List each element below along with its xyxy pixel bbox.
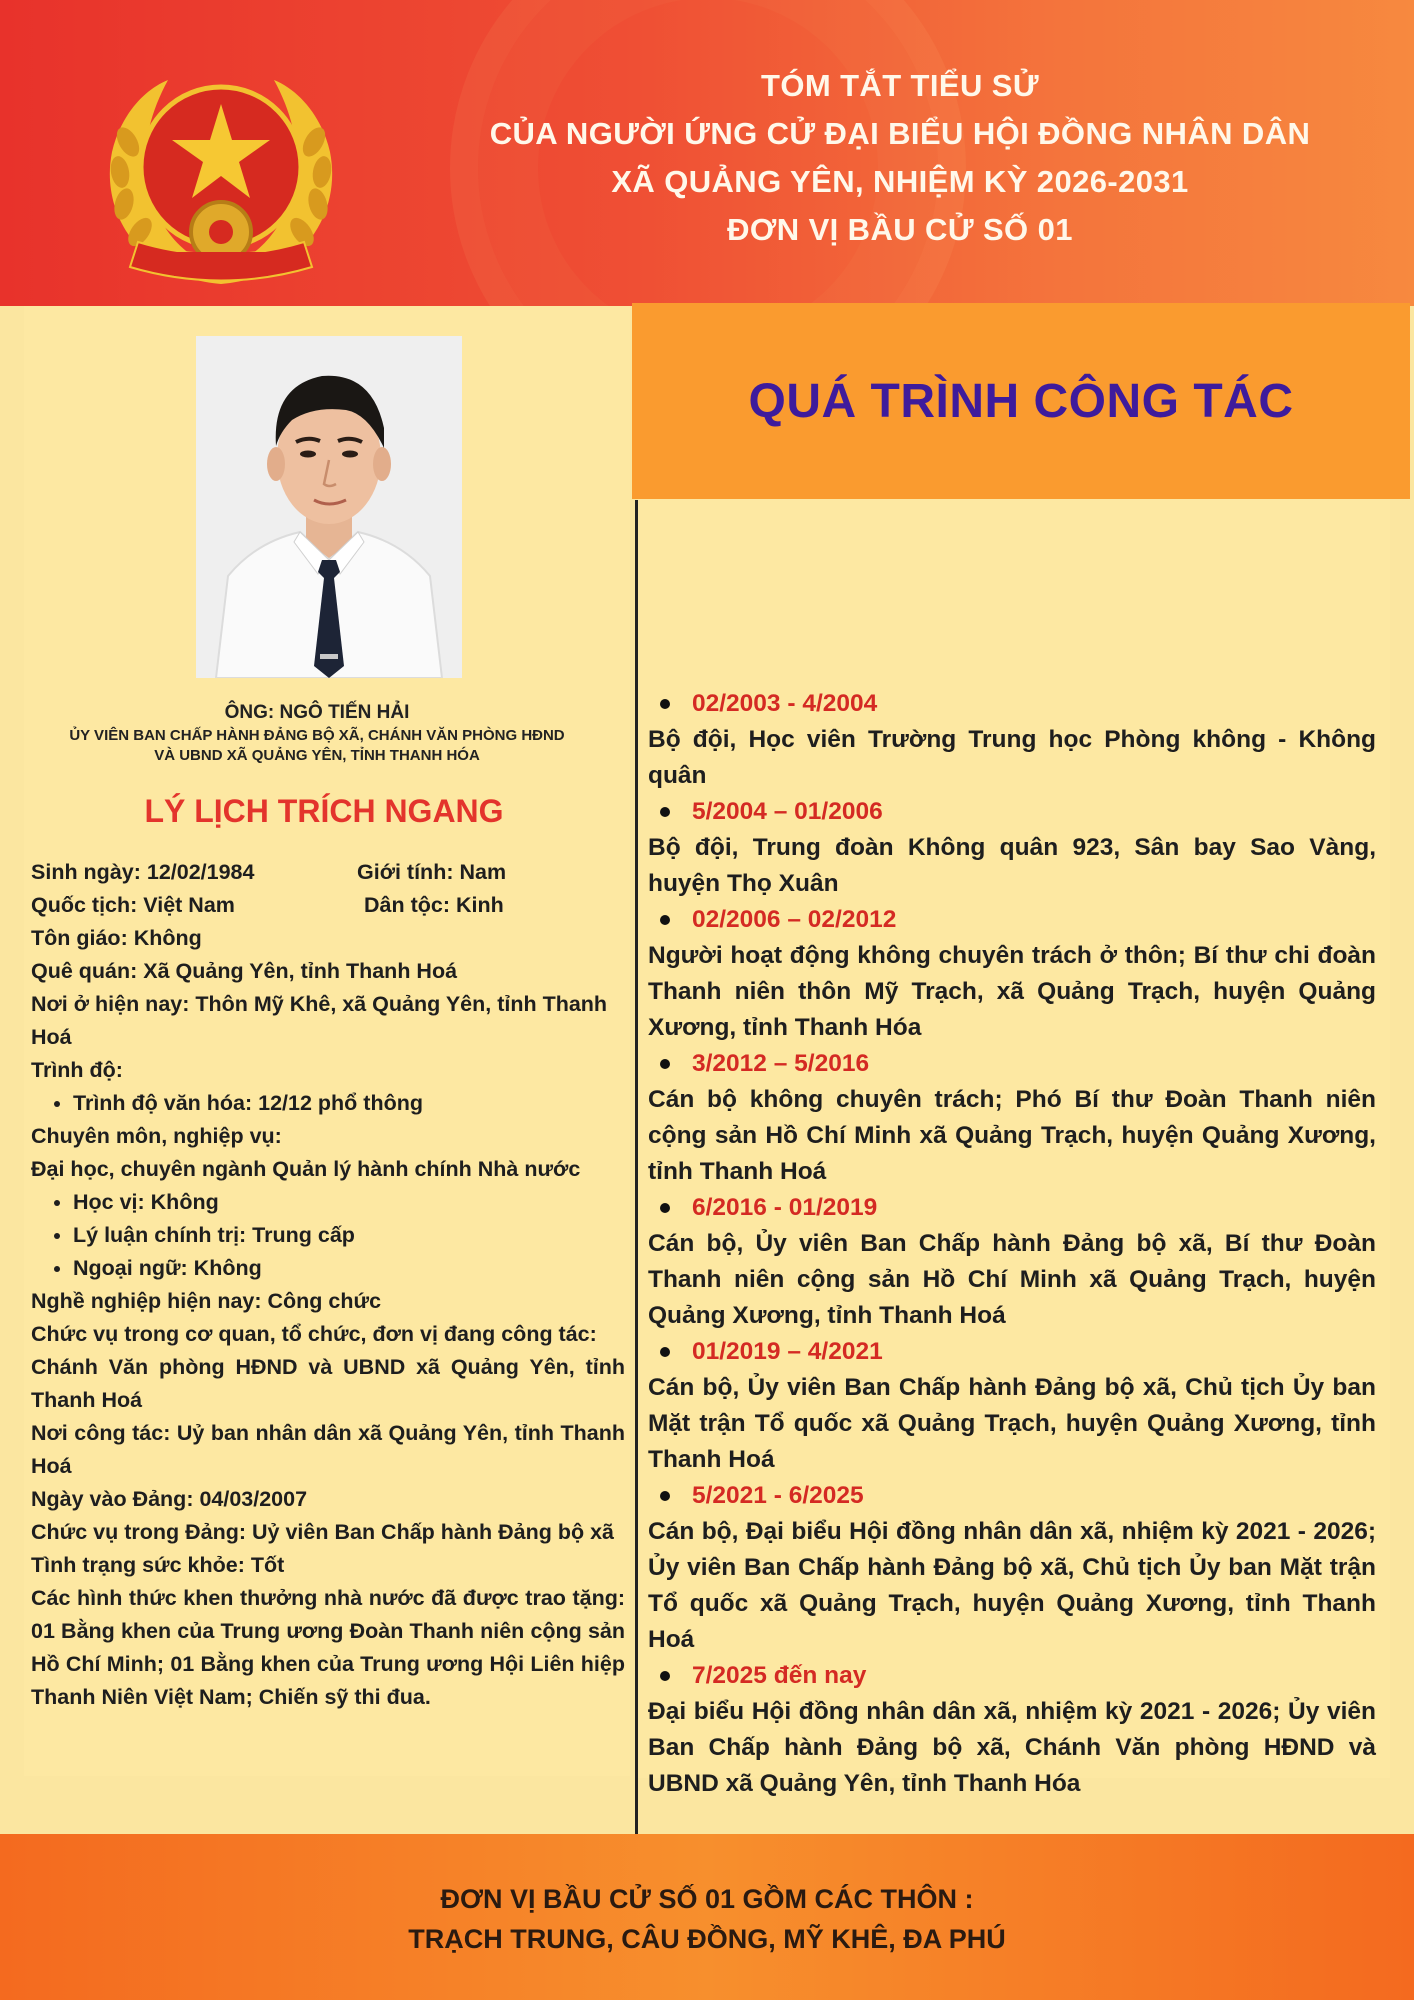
- footer-line-1: ĐƠN VỊ BẦU CỬ SỐ 01 GỒM CÁC THÔN :: [440, 1884, 974, 1914]
- title-line-3: XÃ QUẢNG YÊN, NHIỆM KỲ 2026-2031: [611, 164, 1189, 199]
- footer-banner: [0, 1834, 1414, 2000]
- bullet-icon: [660, 1671, 670, 1681]
- timeline-period: [648, 1046, 1376, 1082]
- period-text: 02/2003 - 4/2004: [692, 690, 878, 717]
- bullet-icon: [660, 915, 670, 925]
- timeline-description: Người hoạt động không chuyên trách ở thôn; Bí thư chi đoàn Thanh niên thôn Mỹ Trạch, xã Quảng Trạch, huyện Quảng Xương, tỉnh Thanh Hóa: [648, 942, 1376, 1041]
- job-title: Chánh Văn phòng HĐND và UBND xã Quảng Yên, tỉnh Thanh Hoá: [31, 1355, 625, 1412]
- candidate-position-line-2: VÀ UBND XÃ QUẢNG YÊN, TỈNH THANH HÓA: [154, 747, 480, 764]
- education-item: • Trình độ văn hóa: 12/12 phổ thông: [73, 1087, 625, 1120]
- work-history-header: [632, 303, 1410, 499]
- profile-section-title: LÝ LỊCH TRÍCH NGANG: [144, 793, 504, 829]
- national-emblem-icon: [98, 62, 344, 294]
- period-text: 01/2019 – 4/2021: [692, 1338, 883, 1365]
- birth-date: Sinh ngày: 12/02/1984: [31, 860, 255, 884]
- party-date: Ngày vào Đảng: 04/03/2007: [31, 1487, 308, 1511]
- title-line-4: ĐƠN VỊ BẦU CỬ SỐ 01: [727, 212, 1073, 247]
- profile-row-birth-gender: [31, 856, 625, 889]
- timeline-period: [648, 902, 1376, 938]
- hometown: Quê quán: Xã Quảng Yên, tỉnh Thanh Hoá: [31, 959, 458, 983]
- document-title: [400, 62, 1400, 254]
- timeline-entry: [648, 1190, 1376, 1334]
- candidate-name: ÔNG: NGÔ TIẾN HẢI: [224, 702, 410, 723]
- specialty-item: • Học vị: Không: [73, 1186, 625, 1219]
- candidate-photo: [196, 336, 462, 678]
- occupation: Nghề nghiệp hiện nay: Công chức: [31, 1289, 382, 1313]
- nationality: Quốc tịch: Việt Nam: [31, 893, 235, 917]
- profile-details: [31, 856, 625, 1714]
- awards: Các hình thức khen thưởng nhà nước đã được trao tặng: 01 Bằng khen của Trung ương Đoàn Thanh niên cộng sản Hồ Chí Minh; 01 Bằng khen của Trung ương Hội Liên hiệp Thanh Niên Việt Nam; Chiến sỹ thi đua.: [31, 1586, 625, 1709]
- timeline-period: [648, 1334, 1376, 1370]
- candidate-portrait-icon: [196, 336, 462, 678]
- bullet-icon: [660, 1059, 670, 1069]
- footer-line-2: TRẠCH TRUNG, CÂU ĐỒNG, MỸ KHÊ, ĐA PHÚ: [408, 1924, 1006, 1954]
- party-position: Chức vụ trong Đảng: Uỷ viên Ban Chấp hành Đảng bộ xã: [31, 1520, 614, 1544]
- period-text: 5/2021 - 6/2025: [692, 1482, 864, 1509]
- health: Tình trạng sức khỏe: Tốt: [31, 1553, 285, 1577]
- timeline-description: Bộ đội, Học viên Trường Trung học Phòng không - Không quân: [648, 726, 1376, 789]
- work-history-timeline: [648, 686, 1376, 1802]
- timeline-entry: [648, 686, 1376, 794]
- specialty-item: • Ngoại ngữ: Không: [73, 1252, 625, 1285]
- timeline-period: [648, 1190, 1376, 1226]
- timeline-entry: [648, 1046, 1376, 1190]
- timeline-period: [648, 1478, 1376, 1514]
- timeline-description: Cán bộ không chuyên trách; Phó Bí thư Đoàn Thanh niên cộng sản Hồ Chí Minh xã Quảng Trạch, huyện Quảng Xương, tỉnh Thanh Hoá: [648, 1086, 1376, 1185]
- period-text: 02/2006 – 02/2012: [692, 906, 897, 933]
- timeline-period: [648, 686, 1376, 722]
- job-title-label: Chức vụ trong cơ quan, tổ chức, đơn vị đang công tác:: [31, 1322, 597, 1346]
- bullet-icon: [660, 1347, 670, 1357]
- timeline-entry: [648, 794, 1376, 902]
- candidate-position-line-1: ỦY VIÊN BAN CHẤP HÀNH ĐẢNG BỘ XÃ, CHÁNH VĂN PHÒNG HĐND: [69, 727, 565, 744]
- period-text: 5/2004 – 01/2006: [692, 798, 883, 825]
- bullet-icon: [660, 807, 670, 817]
- specialty-list: [31, 1186, 625, 1285]
- bullet-icon: [660, 1491, 670, 1501]
- timeline-description: Bộ đội, Trung đoàn Không quân 923, Sân bay Sao Vàng, huyện Thọ Xuân: [648, 834, 1376, 897]
- education-label: Trình độ:: [31, 1058, 123, 1082]
- period-text: 6/2016 - 01/2019: [692, 1194, 878, 1221]
- profile-row-nationality-ethnicity: [31, 889, 625, 922]
- timeline-description: Đại biểu Hội đồng nhân dân xã, nhiệm kỳ 2021 - 2026; Ủy viên Ban Chấp hành Đảng bộ xã, Chánh Văn phòng HĐND và UBND xã Quảng Yên, tỉnh Thanh Hóa: [648, 1698, 1376, 1797]
- timeline-description: Cán bộ, Đại biểu Hội đồng nhân dân xã, nhiệm kỳ 2021 - 2026; Ủy viên Ban Chấp hành Đảng bộ xã, Chủ tịch Ủy ban Mặt trận Tổ quốc xã Quảng Trạch, huyện Quảng Xương, tỉnh Thanh Hoá: [648, 1518, 1376, 1653]
- timeline-entry: [648, 1334, 1376, 1478]
- timeline-entry: [648, 1658, 1376, 1802]
- ethnicity: Dân tộc: Kinh: [364, 893, 504, 917]
- residence: Nơi ở hiện nay: Thôn Mỹ Khê, xã Quảng Yên, tỉnh Thanh Hoá: [31, 992, 608, 1049]
- title-line-2: CỦA NGƯỜI ỨNG CỬ ĐẠI BIỂU HỘI ĐỒNG NHÂN DÂN: [489, 116, 1311, 151]
- specialty-item: • Lý luận chính trị: Trung cấp: [73, 1219, 625, 1252]
- religion: Tôn giáo: Không: [31, 926, 202, 950]
- period-text: 7/2025 đến nay: [692, 1662, 867, 1689]
- timeline-entry: [648, 1478, 1376, 1658]
- workplace: Nơi công tác: Uỷ ban nhân dân xã Quảng Yên, tỉnh Thanh Hoá: [31, 1421, 625, 1478]
- timeline-period: [648, 1658, 1376, 1694]
- header-banner: [0, 0, 1414, 306]
- timeline-period: [648, 794, 1376, 830]
- bullet-icon: [660, 699, 670, 709]
- period-text: 3/2012 – 5/2016: [692, 1050, 870, 1077]
- gender: Giới tính: Nam: [357, 860, 507, 884]
- timeline-entry: [648, 902, 1376, 1046]
- bullet-icon: [660, 1203, 670, 1213]
- title-line-1: TÓM TẮT TIỂU SỬ: [761, 68, 1039, 103]
- specialty-label: Chuyên môn, nghiệp vụ:: [31, 1124, 282, 1148]
- education-list: [31, 1087, 625, 1120]
- timeline-description: Cán bộ, Ủy viên Ban Chấp hành Đảng bộ xã, Chủ tịch Ủy ban Mặt trận Tổ quốc xã Quảng Trạch, huyện Quảng Xương, tỉnh Thanh Hoá: [648, 1374, 1376, 1473]
- specialty: Đại học, chuyên ngành Quản lý hành chính Nhà nước: [31, 1157, 581, 1181]
- candidate-name-block: [24, 700, 610, 766]
- column-divider: [635, 500, 638, 1834]
- timeline-description: Cán bộ, Ủy viên Ban Chấp hành Đảng bộ xã, Bí thư Đoàn Thanh niên cộng sản Hồ Chí Minh xã Quảng Trạch, huyện Quảng Xương, tỉnh Thanh Hoá: [648, 1230, 1376, 1329]
- work-history-title: QUÁ TRÌNH CÔNG TÁC: [748, 374, 1294, 428]
